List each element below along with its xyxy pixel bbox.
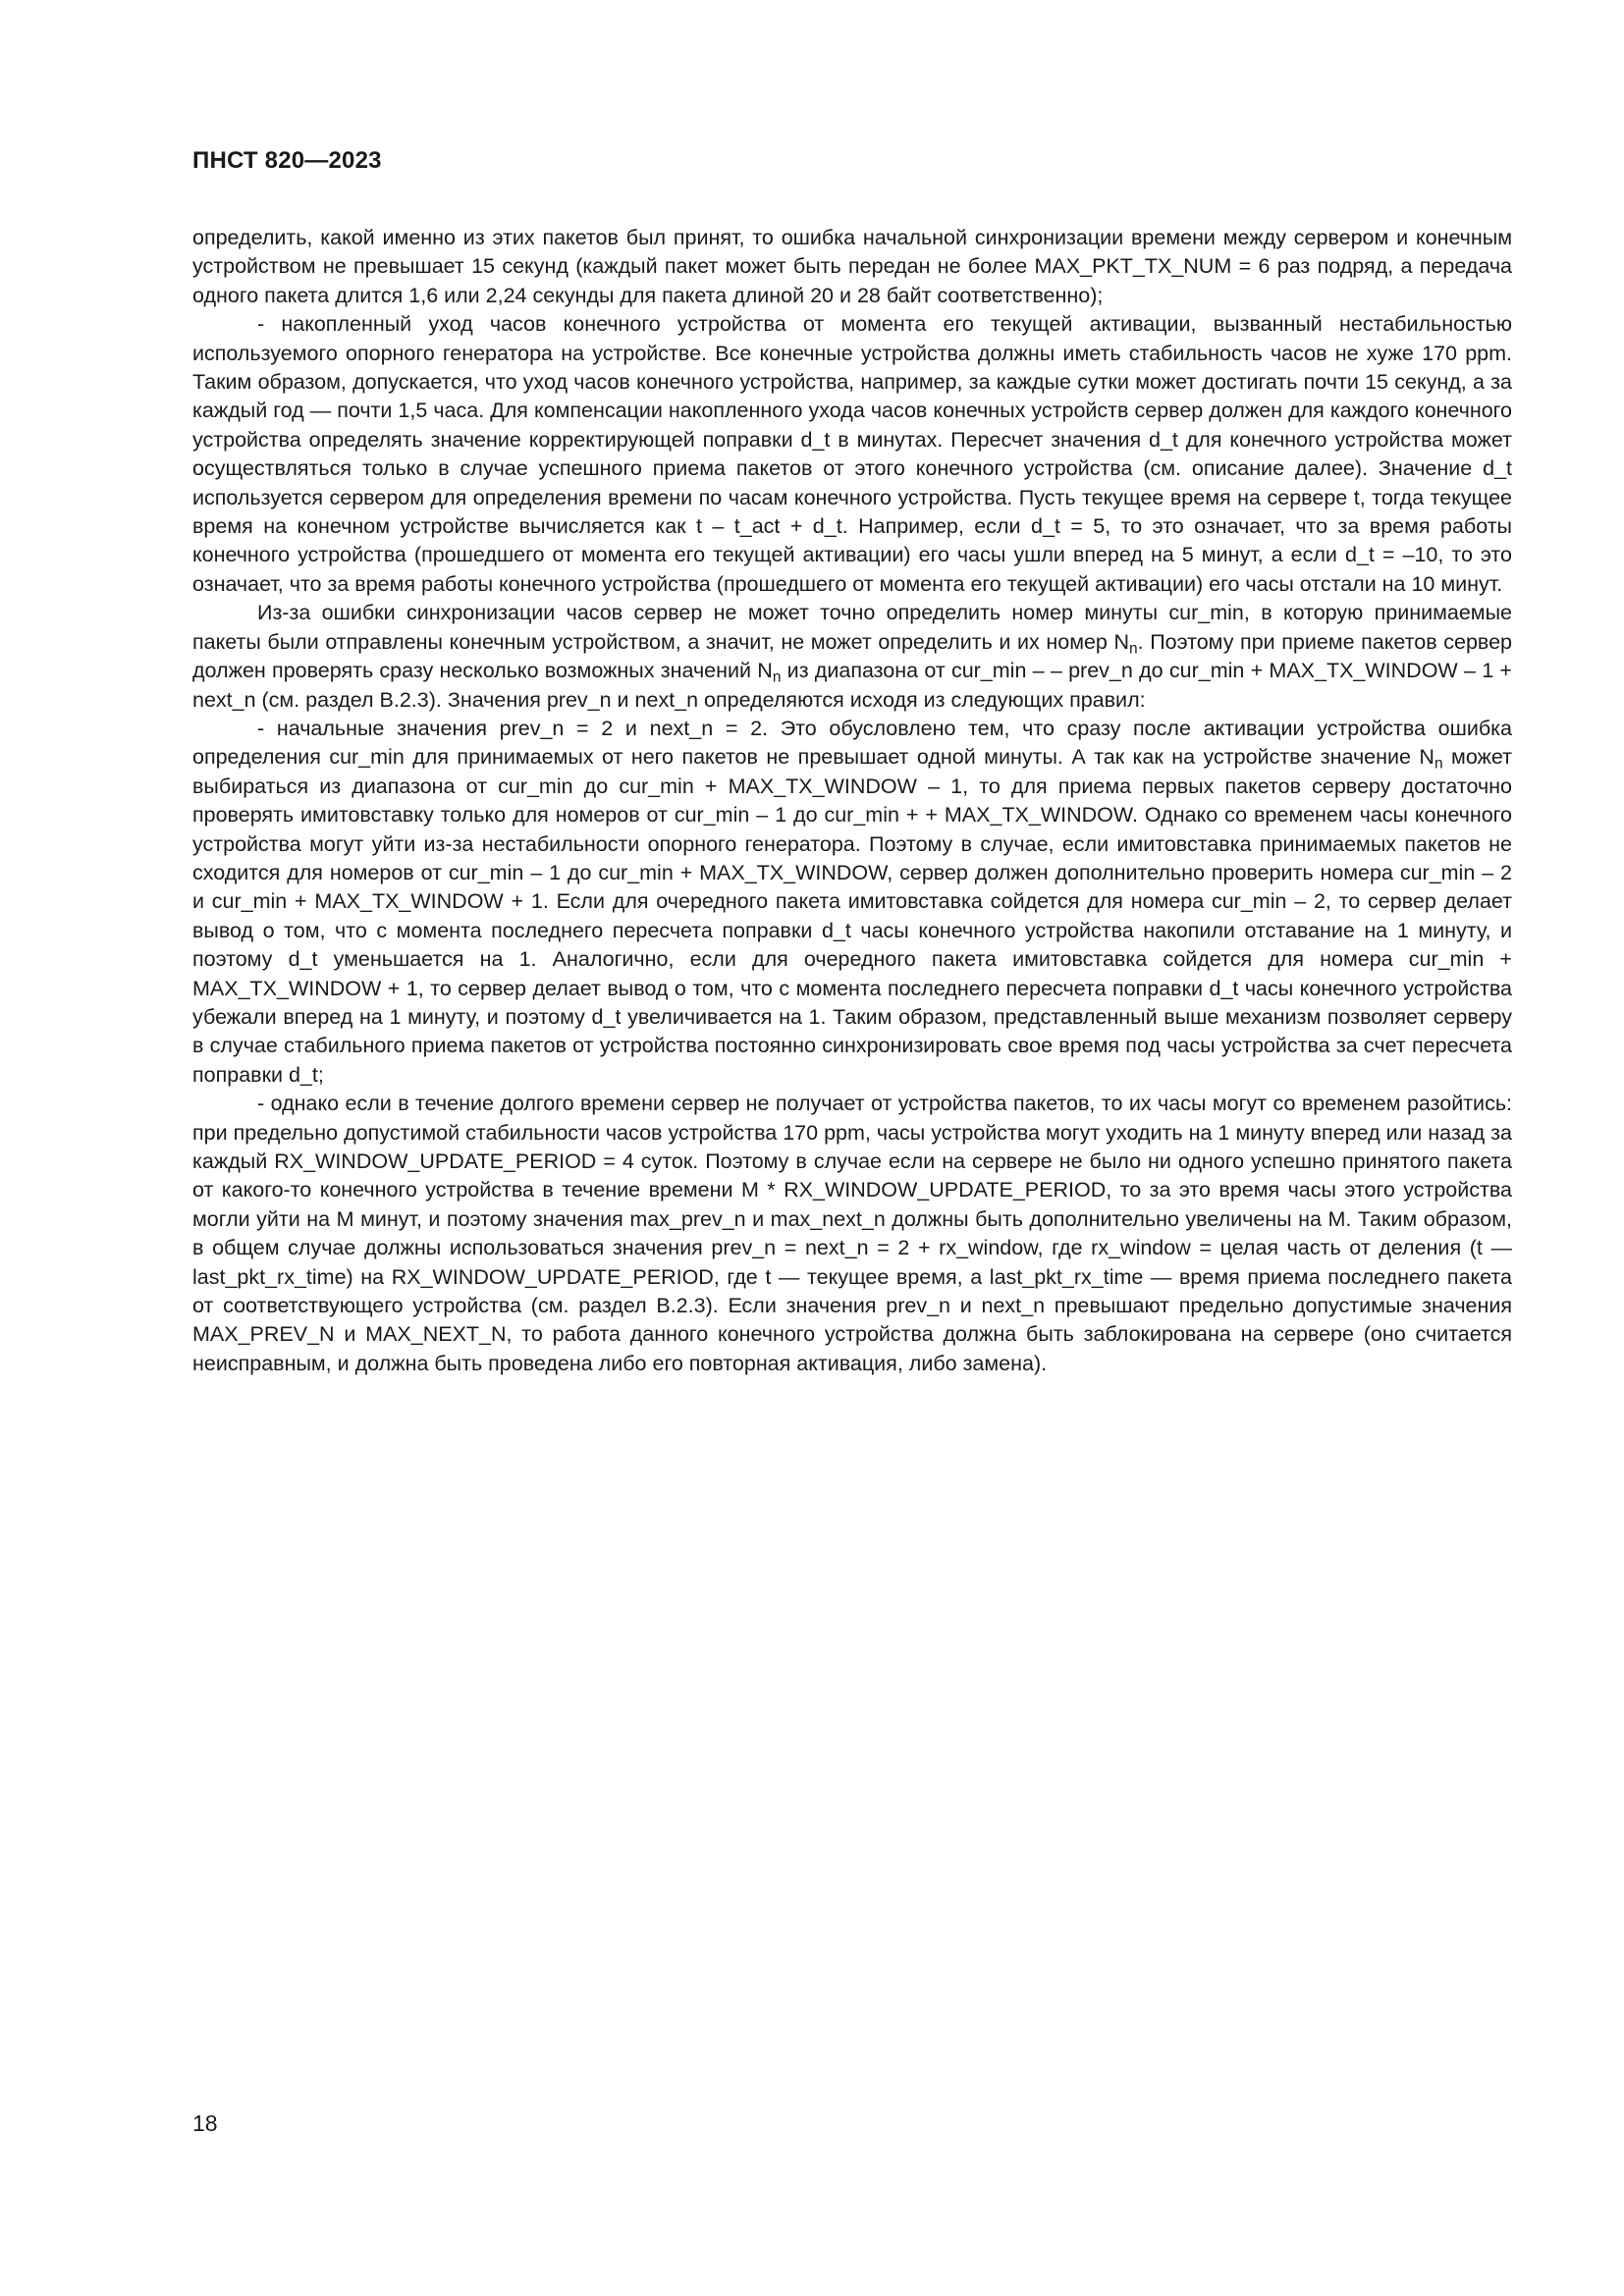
subscript: n	[772, 668, 782, 686]
document-header: ПНСТ 820—2023	[192, 147, 382, 174]
subscript: n	[1129, 640, 1138, 658]
text-run: может выбираться из диапазона от cur_min до cur_min + MAX_TX_WINDOW – 1, то для приема первых пакетов серверу достаточно проверять имитовставку только для номеров от cur_min – 1 до cur_min + + MAX_TX_WINDOW. Однако со временем часы конечного устройства могут уйти из-за нестабильности опорного генератора. Поэтому в случае, если имитовставка принимаемых пакетов не сходится для номеров от cur_min – 1 до cur_min + MAX_TX_WINDOW, сервер должен дополнительно проверить номера cur_min – 2 и cur_min + MAX_TX_WINDOW + 1. Если для очередного пакета имитовставка сойдется для номера cur_min – 2, то сервер делает вывод о том, что с момента последнего пересчета поправки d_t часы конечного устройства накопили отставание на 1 минуту, и поэтому d_t уменьшается на 1. Аналогично, если для очередного пакета имитовставка сойдется для номера cur_min + MAX_TX_WINDOW + 1, то сервер делает вывод о том, что с момента последнего пересчета поправки d_t часы конечного устройства убежали вперед на 1 минуту, и поэтому d_t увеличивается на 1. Таким образом, представленный выше механизм позволяет серверу в случае стабильного приема пакетов от устройства постоянно синхронизировать свое время под часы устройства за счет пересчета поправки d_t;	[192, 745, 1513, 1087]
paragraph-clock-drift: - накопленный уход часов конечного устройства от момента его текущей активации, вызванный нестабильностью используемого опорного генератора на устройстве. Все конечные устройства должны иметь стабильность часов не хуже 170 ppm. Таким образом, допускается, что уход часов конечного устройства, например, за каждые сутки может достигать почти 15 секунд, а за каждый год — почти 1,5 часа. Для компенсации накопленного ухода часов конечных устройств сервер должен для каждого конечного устройства определять значение корректирующей поправки d_t в минутах. Пересчет значения d_t для конечного устройства может осуществляться только в случае успешного приема пакетов от этого конечного устройства (см. описание далее). Значение d_t используется сервером для определения времени по часам конечного устройства. Пусть текущее время на сервере t, тогда текущее время на конечном устройстве вычисляется как t – t_act + d_t. Например, если d_t = 5, то это означает, что за время работы конечного устройства (прошедшего от момента его текущей активации) его часы ушли вперед на 5 минут, а если d_t = –10, то это означает, что за время работы конечного устройства (прошедшего от момента его текущей активации) его часы отстали на 10 минут.	[192, 312, 1512, 596]
subscript: n	[1434, 755, 1443, 773]
paragraph-initial-values	[192, 715, 1512, 1090]
paragraph-sync-error	[192, 599, 1512, 715]
text-run: Из-за ошибки синхронизации часов сервер не может точно определить номер минуты cur_min, в которую принимаемые пакеты были отправлены конечным устройством, а значит, не может определить и их номер N	[192, 601, 1512, 654]
paragraph-continuation: определить, какой именно из этих пакетов был принят, то ошибка начальной синхронизации времени между сервером и конечным устройством не превышает 15 секунд (каждый пакет может быть передан не более MAX_PKT_TX_NUM = 6 раз подряд, а передача одного пакета длится 1,6 или 2,24 секунды для пакета длиной 20 и 28 байт соответственно);	[192, 226, 1512, 307]
text-run: . Поэтому при приеме пакетов сервер должен проверять сразу несколько возможных значений N	[192, 629, 1513, 683]
text-run: из диапазона от cur_min – – prev_n до cur_min + MAX_TX_WINDOW – 1 + next_n (см. раздел В.2.3). Значения prev_n и next_n определяются исходя из следующих правил:	[192, 659, 1512, 712]
document-body	[192, 224, 1512, 1378]
page-number: 18	[192, 2110, 218, 2136]
text-run: - начальные значения prev_n = 2 и next_n = 2. Это обусловлено тем, что сразу после активации устройства ошибка определения cur_min для принимаемых от него пакетов не превышает одной минуты. А так как на устройстве значение N	[192, 716, 1512, 770]
paragraph-long-absence: - однако если в течение долгого времени сервер не получает от устройства пакетов, то их часы могут со временем разойтись: при предельно допустимой стабильности часов устройства 170 ppm, часы устройства могут уходить на 1 минуту вперед или назад за каждый RX_WINDOW_UPDATE_PERIOD = 4 суток. Поэтому в случае если на сервере не было ни одного успешно принятого пакета от какого-то конечного устройства в течение времени M * RX_WINDOW_UPDATE_PERIOD, то за это время часы этого устройства могли уйти на M минут, и поэтому значения max_prev_n и max_next_n должны быть дополнительно увеличены на M. Таким образом, в общем случае должны использоваться значения prev_n = next_n = 2 + rx_window, где rx_window = целая часть от деления (t — last_pkt_rx_time) на RX_WINDOW_UPDATE_PERIOD, где t — текущее время, a last_pkt_rx_time — время приема последнего пакета от соответствующего устройства (см. раздел В.2.3). Если значения prev_n и next_n превышают предельно допустимые значения MAX_PREV_N и MAX_NEXT_N, то работа данного конечного устройства должна быть заблокирована на сервере (оно считается неисправным, и должна быть проведена либо его повторная активация, либо замена).	[192, 1092, 1512, 1375]
